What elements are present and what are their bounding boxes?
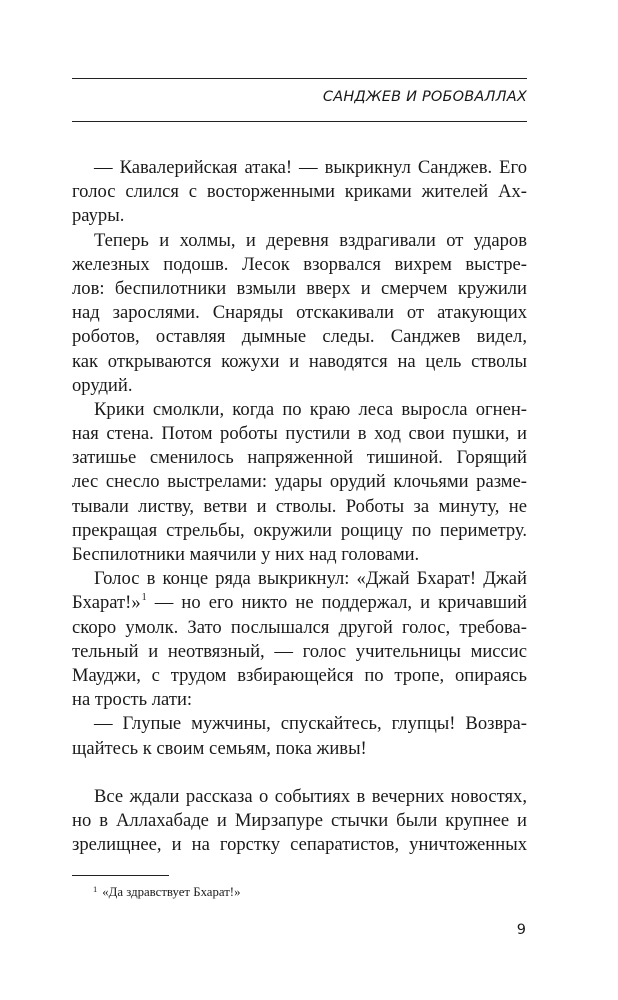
text-line: ная стена. Потом роботы пустили в ход свои пушки, и	[72, 423, 527, 445]
text-line: затишье сменилось напряженной тишиной. Горящий	[72, 447, 527, 469]
text-line: зрелищнее, и на горстку сепаратистов, уничтоженных	[72, 834, 527, 856]
text-line	[72, 591, 527, 615]
text-line: тельный и неотвязный, — голос учительницы миссис	[72, 640, 527, 662]
text-fragment: Бхарат!»	[72, 592, 141, 614]
text-line: Мауджи, с трудом взбирающейся по тропе, опираясь	[72, 664, 527, 686]
text-line: орудий.	[72, 374, 133, 396]
footnote-text: «Да здравствует Бхарат!»	[102, 885, 241, 899]
text-line: Голос в конце ряда выкрикнул: «Джай Бхарат! Джай	[94, 568, 527, 590]
text-line: Крики смолкли, когда по краю леса выросла огнен-	[94, 398, 527, 420]
text-line: над зарослями. Снаряды отскакивали от атакующих	[72, 302, 527, 324]
text-fragment: — но его никто не поддержал, и кричавший	[146, 592, 527, 614]
text-line: лес снесло выстрелами: удары орудий клочьями разме-	[72, 471, 527, 493]
running-head: САНДЖЕВ И РОБОВАЛЛАХ	[322, 89, 527, 105]
text-line: но в Аллахабаде и Мирзапуре стычки были крупнее и	[72, 810, 527, 832]
footnote-reference: 1	[141, 592, 147, 604]
text-line: тывали листву, ветви и стволы. Роботы за минуту, не	[72, 495, 527, 517]
text-line: прекращая стрельбы, окружили рощицу по периметру.	[72, 519, 527, 541]
paragraph-break	[72, 761, 527, 785]
text-line: — Кавалерийская атака! — выкрикнул Санджев. Его	[94, 157, 527, 178]
header-rule-top	[72, 78, 527, 79]
page-number: 9	[516, 922, 526, 938]
text-line: — Глупые мужчины, спускайтесь, глупцы! Возвра-	[94, 713, 527, 735]
text-line: роботов, оставляя дымные следы. Санджев видел,	[72, 326, 527, 348]
text-line: Теперь и холмы, и деревня вздрагивали от ударов	[94, 229, 527, 251]
text-line: щайтесь к своим семьям, пока живы!	[72, 737, 367, 759]
footnote-number: 1	[93, 884, 98, 894]
text-line: на трость лати:	[72, 689, 193, 711]
text-line: Беспилотники маячили у них над головами.	[72, 544, 420, 565]
footnote	[93, 885, 240, 900]
text-line: железных подошв. Лесок взорвался вихрем выстре-	[72, 253, 527, 275]
body-text	[72, 156, 527, 857]
header-rule-bottom	[72, 121, 527, 122]
text-line: рауры.	[72, 205, 125, 227]
text-line: как открываются кожухи и наводятся на цель стволы	[72, 350, 527, 372]
text-line: скоро умолк. Зато послышался другой голос, требова-	[72, 616, 527, 638]
text-line: лов: беспилотники взмыли вверх и смерчем кружили	[72, 277, 527, 299]
text-line: Все ждали рассказа о событиях в вечерних новостях,	[94, 785, 527, 807]
text-line: голос слился с восторженными криками жителей Ах-	[72, 181, 527, 203]
footnote-rule	[72, 875, 169, 876]
